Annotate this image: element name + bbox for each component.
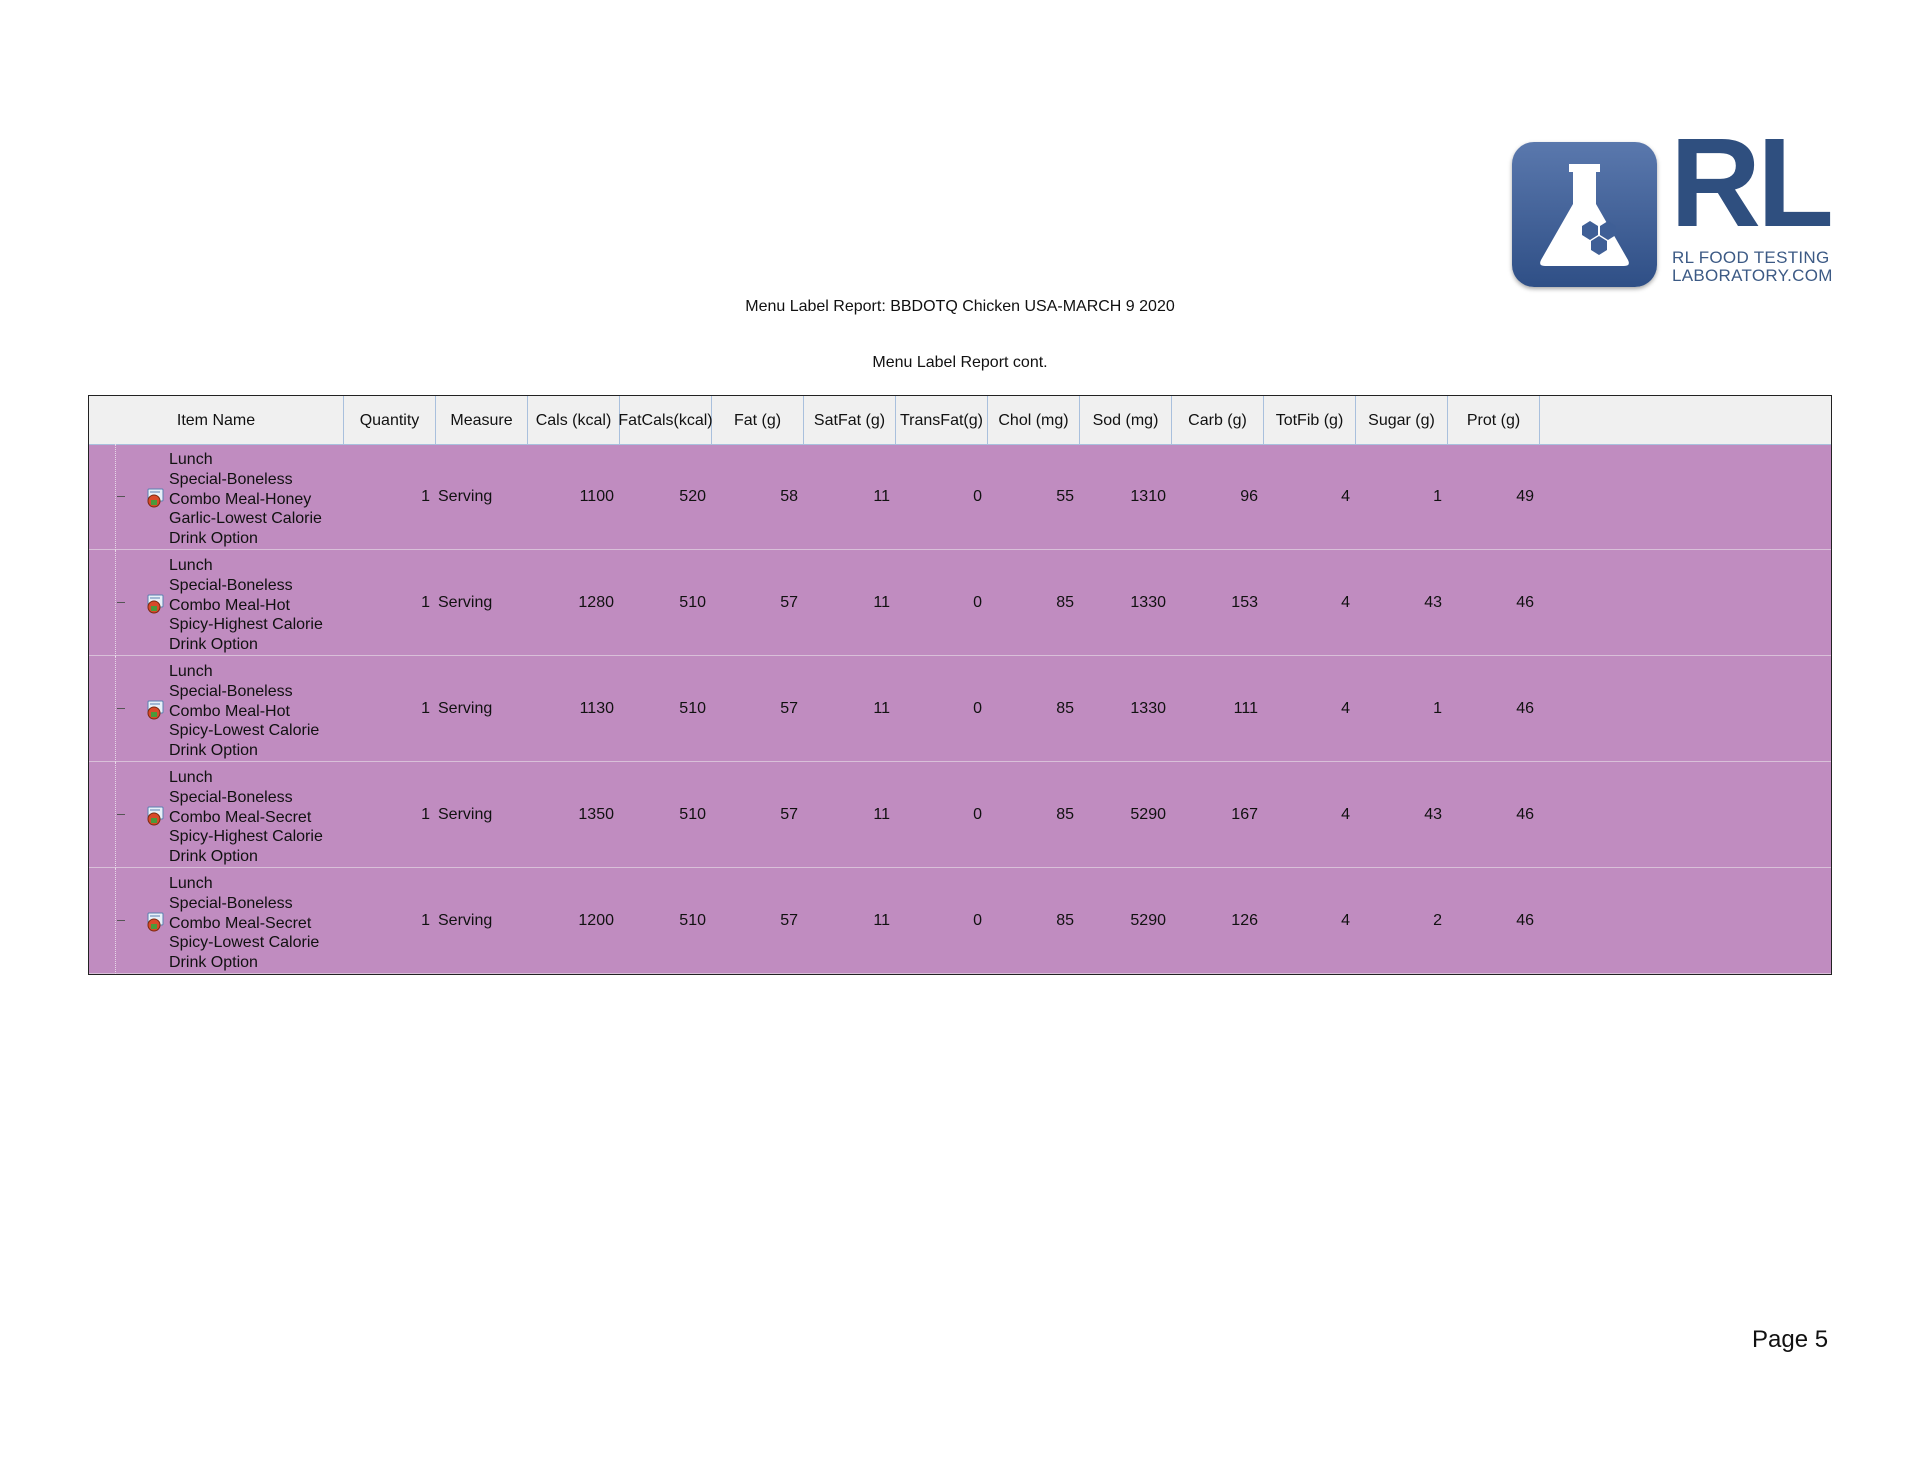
cell-transfat: 0 bbox=[973, 594, 982, 611]
table-row[interactable] bbox=[89, 444, 1831, 550]
table-row[interactable] bbox=[89, 656, 1831, 762]
cell-prot: 49 bbox=[1516, 488, 1534, 505]
cell-chol: 85 bbox=[1056, 594, 1074, 611]
cell-chol: 55 bbox=[1056, 488, 1074, 505]
col-prot[interactable]: Prot (g) bbox=[1448, 396, 1540, 444]
tree-guide-line bbox=[115, 762, 116, 868]
cell-sugar: 2 bbox=[1433, 912, 1442, 929]
col-quantity[interactable]: Quantity bbox=[344, 396, 436, 444]
cell-cals: 1280 bbox=[578, 594, 614, 611]
cell-sod: 1330 bbox=[1130, 594, 1166, 611]
cell-cals: 1130 bbox=[579, 700, 614, 717]
item-name-line: Special-Boneless bbox=[169, 894, 293, 912]
cell-fatcals: 520 bbox=[679, 488, 706, 505]
cell-prot: 46 bbox=[1516, 700, 1534, 717]
tree-connector bbox=[117, 496, 125, 497]
cell-chol: 85 bbox=[1056, 700, 1074, 717]
col-transfat[interactable]: TransFat (g) bbox=[896, 396, 988, 444]
cell-chol: 85 bbox=[1056, 912, 1074, 929]
cell-carb: 111 bbox=[1233, 700, 1258, 717]
item-name bbox=[169, 556, 339, 655]
nutrition-table bbox=[88, 395, 1832, 975]
logo-line-2: LABORATORY.COM bbox=[1672, 266, 1833, 285]
cell-cals: 1350 bbox=[578, 806, 614, 823]
cell-quantity: 1 bbox=[421, 912, 430, 929]
report-title: Menu Label Report: BBDOTQ Chicken USA-MARCH 9 2020 bbox=[745, 298, 1175, 315]
item-name bbox=[169, 768, 339, 867]
cell-sugar: 1 bbox=[1433, 488, 1442, 505]
tree-guide-line bbox=[115, 444, 116, 550]
item-name-line: Combo Meal-Hot bbox=[169, 702, 290, 720]
item-name-line: Spicy-Highest Calorie bbox=[169, 616, 323, 634]
recipe-item-icon bbox=[145, 911, 167, 933]
item-name-line: Lunch bbox=[169, 875, 213, 892]
cell-satfat: 11 bbox=[873, 806, 890, 823]
tree-connector bbox=[117, 602, 125, 603]
item-name-line: Special-Boneless bbox=[169, 470, 293, 488]
cell-carb: 167 bbox=[1231, 806, 1258, 823]
item-name-line: Lunch bbox=[169, 769, 213, 786]
cell-satfat: 11 bbox=[873, 594, 890, 611]
cell-transfat: 0 bbox=[973, 488, 982, 505]
cell-prot: 46 bbox=[1516, 912, 1534, 929]
cell-satfat: 11 bbox=[873, 488, 890, 505]
cell-fat: 57 bbox=[780, 912, 798, 929]
table-row[interactable] bbox=[89, 868, 1831, 974]
cell-prot: 46 bbox=[1516, 806, 1534, 823]
cell-fat: 58 bbox=[780, 488, 798, 505]
cell-fatcals: 510 bbox=[679, 700, 706, 717]
item-name-line: Combo Meal-Hot bbox=[169, 596, 290, 614]
cell-measure: Serving bbox=[438, 488, 493, 505]
cell-carb: 153 bbox=[1231, 594, 1258, 611]
item-name-line: Lunch bbox=[169, 663, 213, 680]
col-item-name[interactable]: Item Name bbox=[89, 396, 344, 444]
cell-fatcals: 510 bbox=[679, 594, 706, 611]
col-fat[interactable]: Fat (g) bbox=[712, 396, 804, 444]
cell-cals: 1100 bbox=[579, 488, 614, 505]
tree-guide-line bbox=[115, 656, 116, 762]
cell-totfib: 4 bbox=[1341, 700, 1350, 717]
col-sugar[interactable]: Sugar (g) bbox=[1356, 396, 1448, 444]
cell-sod: 5290 bbox=[1130, 912, 1166, 929]
col-cals[interactable]: Cals (kcal) bbox=[528, 396, 620, 444]
item-name-line: Drink Option bbox=[169, 636, 258, 654]
cell-quantity: 1 bbox=[421, 488, 430, 505]
cell-carb: 126 bbox=[1231, 912, 1258, 929]
cell-transfat: 0 bbox=[973, 912, 982, 929]
cell-chol: 85 bbox=[1056, 806, 1074, 823]
cell-prot: 46 bbox=[1516, 594, 1534, 611]
page-number: Page 5 bbox=[1752, 1326, 1829, 1353]
table-header bbox=[89, 396, 1831, 445]
col-measure[interactable]: Measure bbox=[436, 396, 528, 444]
report-subtitle: Menu Label Report cont. bbox=[872, 354, 1048, 371]
cell-fat: 57 bbox=[780, 806, 798, 823]
item-name-line: Garlic-Lowest Calorie bbox=[169, 510, 322, 528]
cell-totfib: 4 bbox=[1341, 488, 1350, 505]
item-name-line: Spicy-Lowest Calorie bbox=[169, 722, 320, 740]
cell-cals: 1200 bbox=[578, 912, 614, 929]
cell-carb: 96 bbox=[1240, 488, 1258, 505]
cell-fat: 57 bbox=[780, 700, 798, 717]
cell-sugar: 1 bbox=[1433, 700, 1442, 717]
col-filler bbox=[1540, 396, 1831, 444]
table-row[interactable] bbox=[89, 762, 1831, 868]
tree-guide-line bbox=[115, 550, 116, 656]
recipe-item-icon bbox=[145, 487, 167, 509]
cell-sugar: 43 bbox=[1424, 806, 1442, 823]
cell-satfat: 11 bbox=[873, 700, 890, 717]
col-chol[interactable]: Chol (mg) bbox=[988, 396, 1080, 444]
cell-satfat: 11 bbox=[873, 912, 890, 929]
cell-fatcals: 510 bbox=[679, 806, 706, 823]
cell-totfib: 4 bbox=[1341, 912, 1350, 929]
item-name bbox=[169, 662, 339, 761]
table-row[interactable] bbox=[89, 550, 1831, 656]
item-name-line: Special-Boneless bbox=[169, 788, 293, 806]
logo-mark: RL bbox=[1670, 112, 1830, 253]
tree-connector bbox=[117, 814, 125, 815]
item-name bbox=[169, 450, 339, 549]
cell-measure: Serving bbox=[438, 806, 493, 823]
cell-quantity: 1 bbox=[421, 594, 430, 611]
recipe-item-icon bbox=[145, 699, 167, 721]
cell-fat: 57 bbox=[780, 594, 798, 611]
flask-hexagon-icon bbox=[1512, 142, 1657, 287]
item-name-line: Combo Meal-Secret bbox=[169, 808, 312, 826]
item-name-line: Drink Option bbox=[169, 954, 258, 972]
item-name-line: Combo Meal-Secret bbox=[169, 914, 312, 932]
col-sod[interactable]: Sod (mg) bbox=[1080, 396, 1172, 444]
cell-totfib: 4 bbox=[1341, 806, 1350, 823]
col-totfib[interactable]: TotFib (g) bbox=[1264, 396, 1356, 444]
cell-quantity: 1 bbox=[421, 700, 430, 717]
item-name-line: Spicy-Highest Calorie bbox=[169, 828, 323, 846]
logo-line-1: RL FOOD TESTING bbox=[1672, 248, 1830, 267]
item-name-line: Lunch bbox=[169, 451, 213, 468]
cell-totfib: 4 bbox=[1341, 594, 1350, 611]
item-name-line: Special-Boneless bbox=[169, 682, 293, 700]
cell-measure: Serving bbox=[438, 594, 493, 611]
recipe-item-icon bbox=[145, 805, 167, 827]
item-name-line: Drink Option bbox=[169, 530, 258, 548]
item-name bbox=[169, 874, 339, 973]
cell-sugar: 43 bbox=[1424, 594, 1442, 611]
item-name-line: Drink Option bbox=[169, 742, 258, 760]
col-satfat[interactable]: SatFat (g) bbox=[804, 396, 896, 444]
cell-transfat: 0 bbox=[973, 806, 982, 823]
cell-measure: Serving bbox=[438, 700, 493, 717]
tree-connector bbox=[117, 708, 125, 709]
item-name-line: Special-Boneless bbox=[169, 576, 293, 594]
item-name-line: Lunch bbox=[169, 557, 213, 574]
rl-logo bbox=[1512, 112, 1833, 290]
item-name-line: Spicy-Lowest Calorie bbox=[169, 934, 320, 952]
tree-connector bbox=[117, 920, 125, 921]
tree-guide-line bbox=[115, 868, 116, 974]
cell-sod: 5290 bbox=[1130, 806, 1166, 823]
col-fatcals[interactable]: FatCals (kcal) bbox=[620, 396, 712, 444]
cell-sod: 1310 bbox=[1130, 488, 1166, 505]
col-carb[interactable]: Carb (g) bbox=[1172, 396, 1264, 444]
cell-measure: Serving bbox=[438, 912, 493, 929]
cell-quantity: 1 bbox=[421, 806, 430, 823]
item-name-line: Combo Meal-Honey bbox=[169, 490, 312, 508]
item-name-line: Drink Option bbox=[169, 848, 258, 866]
cell-fatcals: 510 bbox=[679, 912, 706, 929]
cell-transfat: 0 bbox=[973, 700, 982, 717]
recipe-item-icon bbox=[145, 593, 167, 615]
cell-sod: 1330 bbox=[1130, 700, 1166, 717]
